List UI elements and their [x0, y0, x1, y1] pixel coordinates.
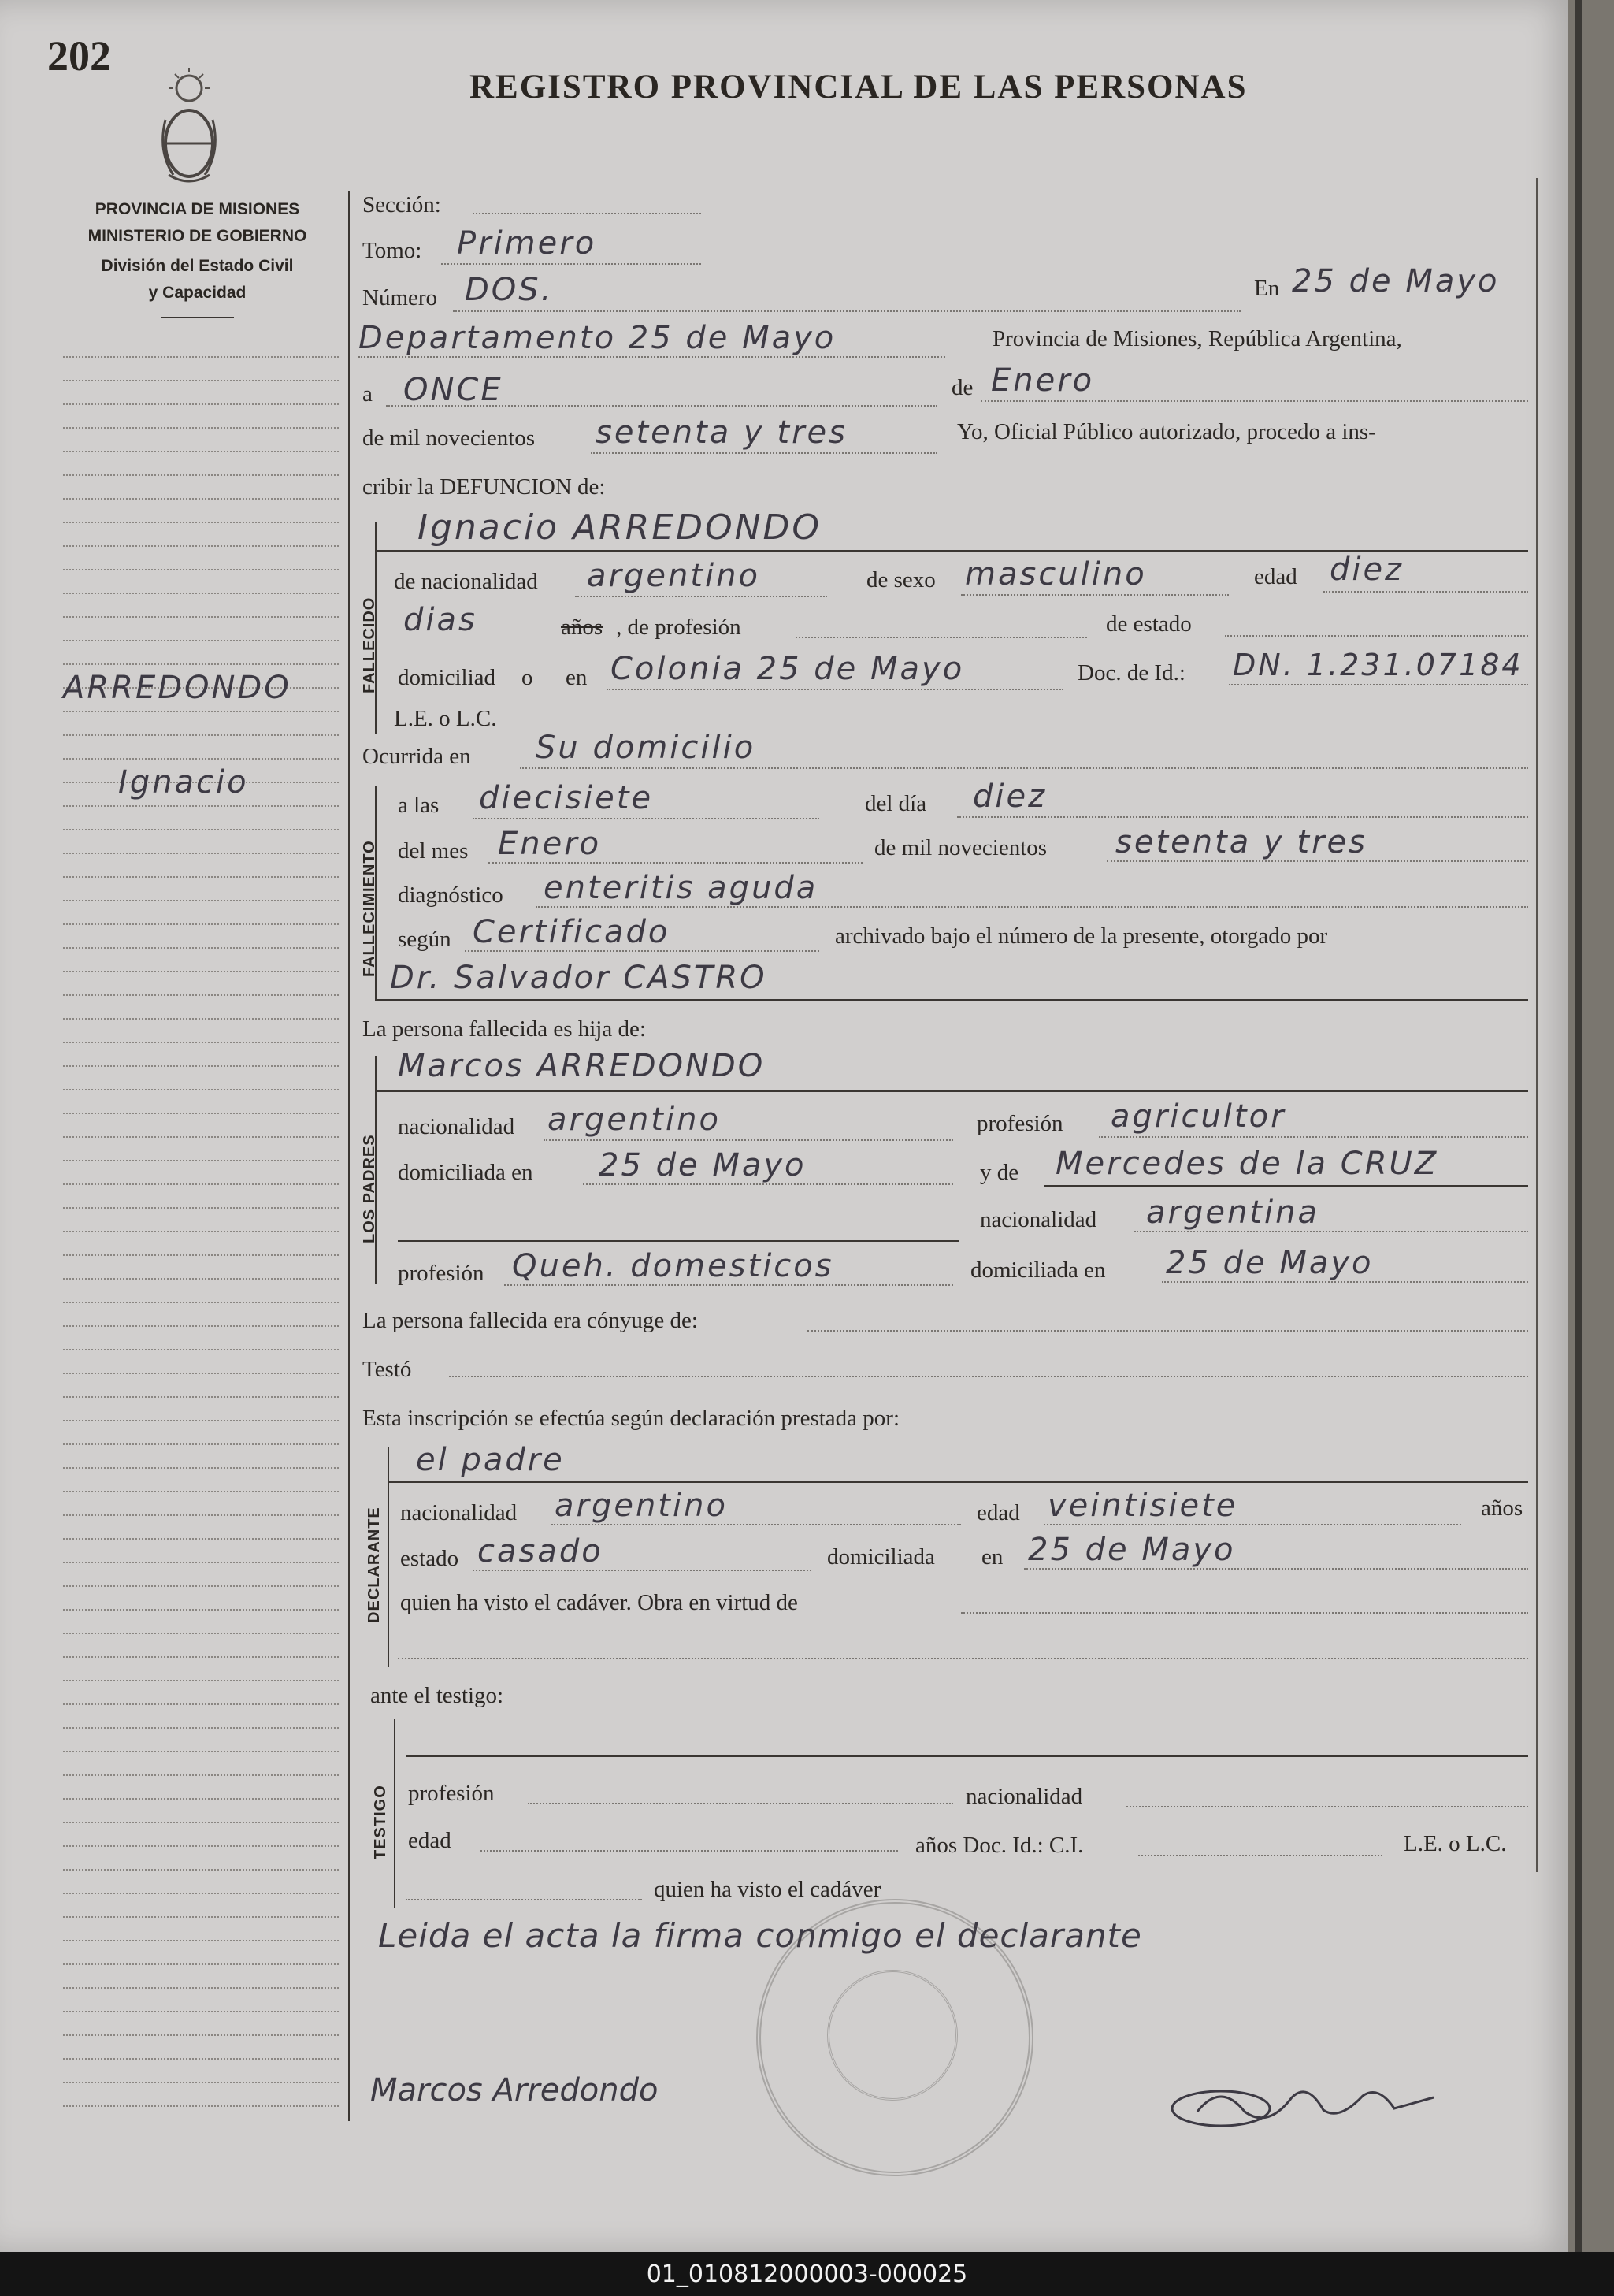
mes-value: Enero	[498, 826, 602, 862]
mes-label: del mes	[398, 838, 469, 864]
madre-profesion-value: Queh. domesticos	[512, 1248, 834, 1284]
testigo-section-label: TESTIGO	[372, 1785, 389, 1859]
ocurrida-label: Ocurrida en	[362, 744, 471, 769]
declarante-name-line	[388, 1481, 1528, 1483]
margin-ruled-line	[63, 758, 339, 760]
dia-field	[957, 816, 1528, 818]
conyuge-label: La persona fallecida era cónyuge de:	[362, 1308, 698, 1333]
margin-ruled-line	[63, 663, 339, 665]
edad-label: edad	[1254, 564, 1297, 589]
coat-of-arms-icon	[158, 65, 221, 191]
margin-ruled-line	[63, 2105, 339, 2107]
margin-ruled-line	[63, 1396, 339, 1398]
declarante-domicilio-value: 25 de Mayo	[1028, 1532, 1236, 1568]
domiciliado-suffix: o	[521, 665, 533, 690]
anio-value: setenta y tres	[1115, 824, 1367, 860]
year-field	[591, 452, 937, 454]
margin-ruled-line	[63, 498, 339, 500]
fallecido-domicilio-field	[607, 689, 1063, 690]
declarante-estado-value: casado	[477, 1533, 603, 1570]
diagnostico-value: enteritis aguda	[544, 870, 818, 906]
book-edge	[1568, 0, 1614, 2252]
margin-ruled-line	[63, 356, 339, 358]
year-value: setenta y tres	[596, 414, 848, 451]
seccion-field	[473, 213, 701, 214]
de-label: de	[952, 375, 974, 400]
declarante-domiciliada-label: domiciliada	[827, 1544, 935, 1570]
margin-ruled-line	[63, 2082, 339, 2083]
medico-value: Dr. Salvador CASTRO	[390, 960, 767, 996]
main-frame-right	[1536, 178, 1538, 1872]
fallecido-name: Ignacio ARREDONDO	[417, 507, 822, 548]
medico-line	[375, 999, 1528, 1001]
padre-name-line	[375, 1090, 1528, 1092]
testigo-intro: ante el testigo:	[370, 1683, 504, 1708]
anio-field	[1107, 860, 1528, 862]
declarante-estado-label: estado	[400, 1546, 459, 1571]
madre-nacionalidad-value: argentina	[1146, 1194, 1319, 1231]
obra-field	[961, 1612, 1528, 1614]
doc-label: Doc. de Id.:	[1078, 660, 1185, 685]
margin-ruled-line	[63, 994, 339, 996]
declarante-domicilio-field	[1024, 1568, 1528, 1570]
margin-ruled-line	[63, 1538, 339, 1540]
dia-value: diez	[973, 778, 1048, 815]
margin-ruled-line	[63, 900, 339, 901]
tomo-label: Tomo:	[362, 238, 422, 263]
madre-name-line	[1044, 1185, 1528, 1187]
a-label: a	[362, 381, 373, 407]
segun-label: según	[398, 927, 451, 952]
hora-field	[473, 818, 819, 819]
anos-struck: años	[561, 615, 603, 640]
margin-ruled-line	[63, 1349, 339, 1350]
domiciliado-label: domiciliad	[398, 665, 496, 690]
padre-nacionalidad-label: nacionalidad	[398, 1114, 515, 1139]
margin-ruled-line	[63, 545, 339, 547]
margin-ruled-line	[63, 1562, 339, 1563]
margin-ruled-line	[63, 1207, 339, 1209]
testigo-edad-field	[480, 1850, 898, 1852]
margin-ruled-line	[63, 1751, 339, 1752]
segun-field	[465, 950, 819, 952]
madre-domiciliada-label: domiciliada en	[970, 1258, 1106, 1283]
margin-ruled-line	[63, 2058, 339, 2060]
declarante-name: el padre	[416, 1442, 565, 1478]
seccion-label: Sección:	[362, 192, 441, 217]
margin-ruled-line	[63, 1798, 339, 1800]
margin-ruled-line	[63, 1822, 339, 1823]
margin-ruled-line	[63, 640, 339, 641]
edad-value: diez	[1330, 552, 1404, 588]
declarante-edad-label: edad	[977, 1500, 1020, 1525]
testigo-nacionalidad-label: nacionalidad	[966, 1784, 1083, 1809]
madre-profesion-label: profesión	[398, 1261, 484, 1286]
issuer-underline	[161, 317, 234, 318]
margin-ruled-line	[63, 616, 339, 618]
margin-ruled-line	[63, 734, 339, 736]
declarante-edad-field	[1044, 1524, 1461, 1525]
dia-label: del día	[865, 791, 927, 816]
padre-profesion-label: profesión	[977, 1111, 1063, 1136]
testo-label: Testó	[362, 1357, 412, 1382]
mes-field	[488, 862, 863, 864]
margin-given-name: Ignacio	[118, 764, 249, 801]
numero-label: Número	[362, 285, 438, 310]
fallecido-nacionalidad-label: de nacionalidad	[394, 569, 538, 594]
declarante-cadaver-text: quien ha visto el cadáver. Obra en virtud de	[400, 1590, 798, 1615]
sexo-value: masculino	[965, 556, 1147, 593]
margin-ruled-line	[63, 522, 339, 523]
margin-ruled-line	[63, 1987, 339, 1989]
madre-profesion-field	[504, 1284, 953, 1286]
declarante-bracket	[388, 1447, 389, 1667]
tomo-value: Primero	[457, 225, 597, 262]
testigo-profesion-label: profesión	[408, 1781, 495, 1806]
margin-ruled-line	[63, 1514, 339, 1516]
declarante-nacionalidad-field	[551, 1524, 961, 1525]
declarante-anos-label: años	[1481, 1495, 1523, 1521]
departamento-field	[358, 356, 945, 358]
margin-ruled-line	[63, 1609, 339, 1611]
madre-nacionalidad-label: nacionalidad	[980, 1207, 1097, 1232]
sexo-field	[961, 594, 1229, 596]
padres-intro: La persona fallecida es hija de:	[362, 1016, 646, 1042]
page-title: REGISTRO PROVINCIAL DE LAS PERSONAS	[469, 69, 1248, 106]
testigo-le-lc: L.E. o L.C.	[1404, 1831, 1507, 1856]
margin-ruled-line	[63, 853, 339, 854]
madre-name: Mercedes de la CRUZ	[1056, 1146, 1439, 1182]
margin-ruled-line	[63, 947, 339, 949]
margin-ruled-line	[63, 1585, 339, 1587]
margin-ruled-line	[63, 711, 339, 712]
doc-value: DN. 1.231.07184	[1233, 648, 1523, 682]
doc-field	[1229, 684, 1528, 685]
book-edge-shadow	[1575, 0, 1582, 2252]
declaracion-intro: Esta inscripción se efectúa según declaración prestada por:	[362, 1406, 900, 1431]
diagnostico-label: diagnóstico	[398, 882, 503, 908]
declarante-estado-field	[473, 1570, 811, 1571]
padre-profesion-value: agricultor	[1111, 1098, 1286, 1135]
margin-surname: ARREDONDO	[63, 670, 291, 706]
margin-ruled-line	[63, 1302, 339, 1303]
padres-section-label: LOS PADRES	[361, 1134, 378, 1243]
margin-ruled-line	[63, 1136, 339, 1138]
official-signature	[1166, 2074, 1449, 2137]
margin-ruled-line	[63, 403, 339, 405]
margin-ruled-line	[63, 1373, 339, 1374]
margin-ruled-line	[63, 2011, 339, 2012]
margin-ruled-line	[63, 1940, 339, 1941]
fallecido-en-label: en	[566, 665, 588, 690]
numero-field	[453, 310, 1241, 312]
month-value: Enero	[991, 362, 1095, 399]
edad-field	[1323, 591, 1528, 593]
numero-value: DOS.	[465, 272, 554, 308]
declarante-signature: Marcos Arredondo	[370, 2072, 659, 2108]
closing-statement: Leida el acta la firma conmigo el declarante	[378, 1916, 1142, 1955]
margin-ruled-line	[63, 1845, 339, 1847]
day-field	[386, 405, 937, 407]
margin-ruled-line	[63, 1420, 339, 1421]
margin-ruled-line	[63, 1869, 339, 1871]
margin-ruled-line	[63, 380, 339, 381]
footer-id-bar	[0, 2252, 1614, 2296]
fallecido-profesion-field	[796, 637, 1087, 638]
anio-label: de mil novecientos	[874, 835, 1048, 860]
margin-ruled-line	[63, 1893, 339, 1894]
margin-ruled-line	[63, 1633, 339, 1634]
padre-name: Marcos ARREDONDO	[398, 1048, 766, 1084]
testigo-blank-field	[406, 1899, 642, 1900]
provincia-text: Provincia de Misiones, República Argentina,	[993, 326, 1402, 351]
declarante-blank-field	[398, 1658, 1528, 1659]
departamento-value: Departamento 25 de Mayo	[358, 320, 837, 356]
fallecido-domicilio-value: Colonia 25 de Mayo	[610, 651, 965, 687]
padre-domicilio-value: 25 de Mayo	[599, 1147, 807, 1183]
month-field	[981, 400, 1528, 402]
padre-domicilio-field	[583, 1183, 953, 1185]
declarante-edad-value: veintisiete	[1048, 1488, 1238, 1524]
margin-ruled-line	[63, 593, 339, 594]
margin-ruled-line	[63, 1018, 339, 1020]
margin-ruled-line	[63, 1160, 339, 1161]
fallecido-nacionalidad-value: argentino	[587, 558, 760, 594]
margin-ruled-line	[63, 1231, 339, 1232]
conyuge-field	[807, 1330, 1528, 1332]
fallecido-profesion-label: , de profesión	[616, 615, 741, 640]
margin-ruled-line	[63, 829, 339, 830]
margin-ruled-line	[63, 923, 339, 925]
hora-label: a las	[398, 793, 440, 818]
margin-ruled-line	[63, 876, 339, 878]
fallecido-nacionalidad-field	[575, 596, 827, 597]
testigo-name-line	[406, 1755, 1528, 1757]
declarante-section-label: DECLARANTE	[365, 1507, 383, 1623]
issuer-line1: PROVINCIA DE MISIONES	[95, 200, 300, 218]
year-prefix: de mil novecientos	[362, 425, 536, 451]
margin-ruled-line	[63, 1703, 339, 1705]
inscribir-text: cribir la DEFUNCION de:	[362, 474, 606, 500]
seal-inner-ring	[827, 1970, 958, 2101]
diagnostico-field	[536, 906, 1528, 908]
testigo-edad-label: edad	[408, 1828, 451, 1853]
margin-ruled-line	[63, 1467, 339, 1469]
declarante-nacionalidad-label: nacionalidad	[400, 1500, 518, 1525]
margin-ruled-line	[63, 1278, 339, 1280]
margin-ruled-line	[63, 1656, 339, 1658]
madre-domicilio-field	[1162, 1281, 1528, 1283]
margin-ruled-line	[63, 971, 339, 972]
padre-domiciliada-label: domiciliada en	[398, 1160, 533, 1185]
margin-ruled-line	[63, 569, 339, 570]
margin-ruled-line	[63, 427, 339, 429]
padre-profesion-field	[1099, 1136, 1528, 1138]
ocurrida-field	[520, 767, 1528, 769]
en-value: 25 de Mayo	[1292, 263, 1500, 299]
padres-blank-line	[398, 1240, 959, 1242]
margin-ruled-line	[63, 1443, 339, 1445]
sexo-label: de sexo	[866, 567, 936, 593]
margin-ruled-line	[63, 1916, 339, 1918]
margin-ruled-line	[63, 1065, 339, 1067]
y-de-label: y de	[980, 1160, 1019, 1185]
margin-ruled-line	[63, 1491, 339, 1492]
madre-nacionalidad-field	[1134, 1231, 1528, 1232]
segun-value: Certificado	[473, 914, 670, 950]
tomo-field	[441, 263, 701, 265]
ocurrida-value: Su domicilio	[536, 730, 756, 766]
margin-ruled-line	[63, 1963, 339, 1965]
margin-ruled-line	[63, 1727, 339, 1729]
fallecido-section-label: FALLECIDO	[361, 596, 378, 693]
testo-field	[449, 1376, 1528, 1377]
edad-unit-value: dias	[403, 602, 477, 638]
day-value: ONCE	[403, 372, 503, 408]
declarante-en-label: en	[981, 1544, 1004, 1570]
padre-nacionalidad-value: argentino	[547, 1102, 721, 1138]
margin-ruled-line	[63, 805, 339, 807]
testigo-nacionalidad-field	[1126, 1806, 1528, 1807]
margin-ruled-line	[63, 1183, 339, 1185]
fallecimiento-section-label: FALLECIMIENTO	[361, 840, 378, 977]
testigo-doc-text: años Doc. Id.: C.I.	[915, 1833, 1084, 1858]
madre-domicilio-value: 25 de Mayo	[1166, 1245, 1374, 1281]
testigo-bracket	[394, 1719, 395, 1908]
padre-nacionalidad-field	[544, 1139, 953, 1141]
issuer-line3: División del Estado Civil	[101, 257, 294, 275]
en-label: En	[1254, 276, 1280, 301]
archivado-text: archivado bajo el número de la presente, otorgado por	[835, 923, 1328, 949]
testigo-profesion-field	[528, 1803, 953, 1804]
testigo-cadaver-text: quien ha visto el cadáver	[654, 1877, 881, 1902]
issuer-line4: y Capacidad	[148, 284, 247, 302]
margin-ruled-line	[63, 1325, 339, 1327]
issuer-line2: MINISTERIO DE GOBIERNO	[87, 227, 307, 245]
margin-ruled-line	[63, 1774, 339, 1776]
margin-ruled-line	[63, 1113, 339, 1114]
declarante-nacionalidad-value: argentino	[555, 1488, 728, 1524]
footer-id: 01_010812000003-000025	[646, 2260, 968, 2288]
margin-ruled-line	[63, 2034, 339, 2036]
main-frame-left	[348, 191, 350, 2121]
margin-ruled-line	[63, 451, 339, 452]
fallecido-le-lc: L.E. o L.C.	[394, 706, 497, 731]
fallecido-estado-field	[1225, 635, 1528, 637]
page-number: 202	[47, 32, 111, 80]
fallecido-estado-label: de estado	[1106, 611, 1192, 637]
margin-ruled-line	[63, 1254, 339, 1256]
margin-ruled-line	[63, 474, 339, 476]
oficial-text: Yo, Oficial Público autorizado, procedo a ins-	[957, 419, 1376, 444]
margin-ruled-line	[63, 1089, 339, 1090]
hora-value: diecisiete	[479, 780, 654, 816]
testigo-doc-field	[1138, 1855, 1382, 1856]
margin-ruled-line	[63, 1042, 339, 1043]
margin-ruled-line	[63, 1680, 339, 1681]
